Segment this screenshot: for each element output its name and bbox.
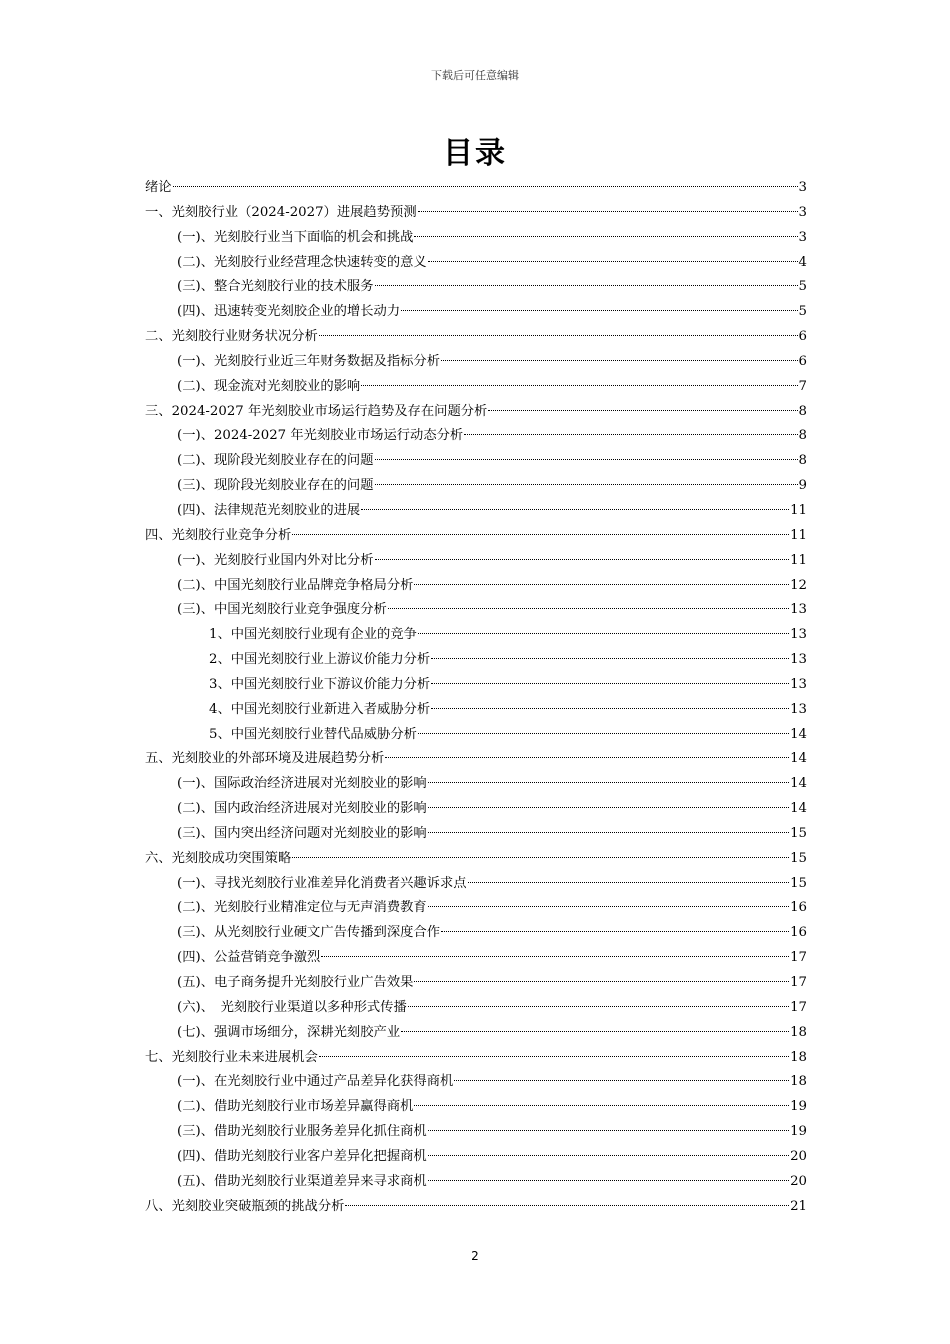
table-of-contents — [145, 176, 807, 1219]
toc-dot-leader — [375, 558, 790, 560]
toc-dot-leader — [414, 1104, 789, 1106]
toc-entry[interactable] — [145, 996, 807, 1021]
toc-entry-page: 15 — [790, 875, 807, 891]
toc-entry-text: (一)、2024-2027 年光刻胶业市场运行动态分析 — [177, 428, 464, 444]
toc-entry[interactable] — [145, 474, 807, 499]
toc-dot-leader — [431, 682, 789, 684]
toc-dot-leader — [375, 483, 798, 485]
toc-entry-text: (三)、借助光刻胶行业服务差异化抓住商机 — [177, 1124, 427, 1140]
toc-entry-page: 14 — [790, 776, 807, 792]
toc-entry-text: (三)、中国光刻胶行业竞争强度分析 — [177, 602, 387, 618]
toc-dot-leader — [418, 632, 789, 634]
toc-entry-text: (一)、光刻胶行业当下面临的机会和挑战 — [177, 229, 414, 245]
toc-entry-text: 五、光刻胶业的外部环境及进展趋势分析 — [145, 751, 385, 767]
toc-entry-text: 5、中国光刻胶行业替代品威胁分析 — [209, 726, 417, 742]
toc-entry-text: (六)、 光刻胶行业渠道以多种形式传播 — [177, 999, 407, 1015]
toc-dot-leader — [454, 1079, 789, 1081]
toc-entry-page: 20 — [790, 1148, 807, 1164]
toc-entry-page: 17 — [790, 950, 807, 966]
toc-entry-text: (二)、借助光刻胶行业市场差异赢得商机 — [177, 1099, 414, 1115]
toc-entry[interactable] — [145, 772, 807, 797]
toc-entry-text: (三)、整合光刻胶行业的技术服务 — [177, 279, 374, 295]
toc-entry-text: (一)、光刻胶行业近三年财务数据及指标分析 — [177, 353, 441, 369]
toc-dot-leader — [414, 980, 789, 982]
toc-entry-text: (七)、强调市场细分，深耕光刻胶产业 — [177, 1024, 401, 1040]
toc-dot-leader — [401, 1030, 789, 1032]
toc-entry[interactable] — [145, 549, 807, 574]
toc-entry-page: 18 — [790, 1074, 807, 1090]
toc-entry-page: 4 — [798, 254, 807, 270]
toc-entry-text: (四)、公益营销竞争激烈 — [177, 950, 321, 966]
toc-entry-page: 16 — [790, 900, 807, 916]
toc-dot-leader — [428, 781, 789, 783]
toc-entry-page: 17 — [790, 975, 807, 990]
toc-entry-text: (二)、光刻胶行业精准定位与无声消费教育 — [177, 900, 427, 916]
toc-entry[interactable] — [145, 946, 807, 971]
toc-entry[interactable] — [145, 176, 807, 201]
toc-entry-text: (一)、国际政治经济进展对光刻胶业的影响 — [177, 776, 427, 792]
toc-dot-leader — [468, 881, 789, 883]
toc-entry-page: 15 — [790, 850, 807, 866]
toc-entry-text: 四、光刻胶行业竞争分析 — [145, 527, 292, 543]
toc-entry[interactable] — [145, 300, 807, 325]
toc-entry[interactable] — [145, 847, 807, 872]
toc-entry-page: 20 — [790, 1173, 807, 1189]
toc-entry[interactable] — [145, 1145, 807, 1170]
toc-dot-leader — [292, 856, 789, 858]
toc-dot-leader — [385, 756, 789, 758]
toc-entry[interactable] — [145, 499, 807, 524]
toc-dot-leader — [428, 1179, 789, 1181]
toc-entry[interactable] — [145, 698, 807, 723]
toc-dot-leader — [464, 433, 797, 435]
toc-entry[interactable] — [145, 623, 807, 648]
toc-entry[interactable] — [145, 1120, 807, 1145]
toc-entry-text: 六、光刻胶成功突围策略 — [145, 850, 292, 866]
toc-entry-page: 9 — [798, 478, 807, 494]
toc-entry-page: 13 — [790, 676, 807, 692]
toc-entry-text: 八、光刻胶业突破瓶颈的挑战分析 — [145, 1198, 345, 1214]
toc-entry-text: (二)、国内政治经济进展对光刻胶业的影响 — [177, 801, 427, 817]
toc-dot-leader — [321, 955, 789, 957]
toc-entry-page: 15 — [790, 825, 807, 841]
toc-entry-text: 一、光刻胶行业（2024-2027）进展趋势预测 — [145, 204, 417, 220]
toc-title: 目录 — [443, 136, 507, 171]
toc-entry[interactable] — [145, 747, 807, 772]
toc-entry-text: 4、中国光刻胶行业新进入者威胁分析 — [209, 701, 431, 717]
toc-entry[interactable] — [145, 822, 807, 847]
toc-dot-leader — [418, 732, 789, 734]
toc-entry[interactable] — [145, 872, 807, 897]
toc-entry[interactable] — [145, 325, 807, 350]
toc-dot-leader — [408, 1005, 789, 1007]
toc-entry-page: 13 — [790, 652, 807, 668]
toc-entry-text: (三)、现阶段光刻胶业存在的问题 — [177, 478, 374, 494]
toc-entry[interactable] — [145, 350, 807, 375]
toc-dot-leader — [319, 1055, 789, 1057]
toc-entry[interactable] — [145, 251, 807, 276]
toc-entry-text: (三)、从光刻胶行业硬文广告传播到深度合作 — [177, 925, 441, 941]
toc-dot-leader — [388, 607, 789, 609]
toc-entry-page: 11 — [790, 527, 807, 543]
toc-entry-text: (一)、光刻胶行业国内外对比分析 — [177, 552, 374, 568]
toc-entry-page: 11 — [790, 552, 807, 568]
toc-dot-leader — [361, 384, 797, 386]
toc-entry[interactable] — [145, 723, 807, 748]
toc-entry-page: 18 — [790, 1049, 807, 1065]
toc-entry-page: 13 — [790, 602, 807, 618]
toc-entry-text: 3、中国光刻胶行业下游议价能力分析 — [209, 676, 431, 692]
toc-entry-page: 6 — [798, 353, 807, 369]
toc-entry-page: 5 — [798, 304, 807, 320]
toc-entry-page: 14 — [790, 726, 807, 742]
toc-entry-page: 11 — [790, 502, 807, 518]
toc-entry-text: (二)、中国光刻胶行业品牌竞争格局分析 — [177, 577, 414, 593]
toc-entry[interactable] — [145, 1046, 807, 1071]
toc-dot-leader — [292, 533, 789, 535]
toc-entry[interactable] — [145, 275, 807, 300]
toc-entry[interactable] — [145, 797, 807, 822]
toc-entry-text: (二)、现金流对光刻胶业的影响 — [177, 378, 361, 394]
toc-entry-text: (五)、借助光刻胶行业渠道差异来寻求商机 — [177, 1173, 427, 1189]
toc-entry[interactable] — [145, 896, 807, 921]
toc-dot-leader — [428, 905, 789, 907]
toc-entry[interactable] — [145, 1070, 807, 1095]
toc-entry-text: (二)、光刻胶行业经营理念快速转变的意义 — [177, 254, 427, 270]
toc-entry-page: 13 — [790, 627, 807, 643]
toc-entry[interactable] — [145, 424, 807, 449]
toc-entry-text: (一)、寻找光刻胶行业准差异化消费者兴趣诉求点 — [177, 875, 467, 891]
toc-entry-text: (四)、法律规范光刻胶业的进展 — [177, 502, 361, 518]
toc-entry-page: 12 — [790, 577, 807, 593]
toc-entry-text: (一)、在光刻胶行业中通过产品差异化获得商机 — [177, 1074, 454, 1090]
toc-dot-leader — [428, 260, 798, 262]
toc-entry[interactable] — [145, 921, 807, 946]
toc-entry-text: 1、中国光刻胶行业现有企业的竞争 — [209, 627, 417, 643]
toc-entry-page: 16 — [790, 925, 807, 941]
toc-entry[interactable] — [145, 524, 807, 549]
toc-entry[interactable] — [145, 449, 807, 474]
toc-entry-text: 三、2024-2027 年光刻胶业市场运行趋势及存在问题分析 — [145, 403, 488, 419]
toc-entry-page: 7 — [798, 378, 807, 394]
toc-dot-leader — [173, 185, 798, 187]
toc-entry-page: 3 — [798, 204, 807, 220]
toc-entry-text: 2、中国光刻胶行业上游议价能力分析 — [209, 652, 431, 668]
toc-dot-leader — [345, 1204, 789, 1206]
toc-entry[interactable] — [145, 226, 807, 251]
toc-entry[interactable] — [145, 673, 807, 698]
toc-entry[interactable] — [145, 598, 807, 623]
toc-entry-text: (五)、电子商务提升光刻胶行业广告效果 — [177, 975, 414, 990]
toc-entry-page: 18 — [790, 1024, 807, 1040]
page-number: 2 — [471, 1249, 479, 1263]
toc-dot-leader — [431, 657, 789, 659]
toc-entry-text: 二、光刻胶行业财务状况分析 — [145, 329, 318, 345]
toc-entry-page: 8 — [798, 403, 807, 419]
toc-dot-leader — [414, 583, 789, 585]
toc-dot-leader — [441, 930, 789, 932]
toc-entry-page: 19 — [790, 1099, 807, 1115]
toc-dot-leader — [401, 309, 797, 311]
toc-entry-page: 19 — [790, 1124, 807, 1140]
toc-entry[interactable] — [145, 375, 807, 400]
toc-dot-leader — [375, 284, 798, 286]
toc-entry-page: 14 — [790, 751, 807, 767]
toc-entry-page: 17 — [790, 999, 807, 1015]
toc-dot-leader — [428, 831, 789, 833]
toc-dot-leader — [488, 409, 797, 411]
toc-entry[interactable] — [145, 971, 807, 996]
toc-dot-leader — [428, 1129, 789, 1131]
toc-entry[interactable] — [145, 1021, 807, 1046]
toc-entry-text: (三)、国内突出经济问题对光刻胶业的影响 — [177, 825, 427, 841]
toc-entry[interactable] — [145, 574, 807, 599]
page-header-note: 下载后可任意编辑 — [431, 69, 519, 82]
toc-entry-page: 21 — [790, 1198, 807, 1214]
toc-entry-page: 6 — [798, 329, 807, 345]
toc-entry[interactable] — [145, 1095, 807, 1120]
toc-entry[interactable] — [145, 201, 807, 226]
toc-entry-page: 14 — [790, 801, 807, 817]
toc-entry-text: (二)、现阶段光刻胶业存在的问题 — [177, 453, 374, 469]
toc-entry-page: 8 — [798, 453, 807, 469]
toc-dot-leader — [431, 707, 789, 709]
toc-entry-text: 绪论 — [145, 180, 172, 195]
toc-entry-text: (四)、借助光刻胶行业客户差异化把握商机 — [177, 1148, 427, 1164]
toc-entry[interactable] — [145, 400, 807, 425]
toc-entry-page: 3 — [798, 180, 807, 195]
toc-entry-page: 8 — [798, 428, 807, 444]
toc-entry-page: 13 — [790, 701, 807, 717]
toc-dot-leader — [441, 359, 798, 361]
toc-dot-leader — [361, 508, 789, 510]
toc-dot-leader — [319, 334, 798, 336]
toc-entry[interactable] — [145, 648, 807, 673]
toc-entry[interactable] — [145, 1170, 807, 1195]
toc-dot-leader — [375, 458, 798, 460]
toc-entry-page: 3 — [798, 229, 807, 245]
toc-entry-text: (四)、迅速转变光刻胶企业的增长动力 — [177, 304, 401, 320]
toc-entry[interactable] — [145, 1195, 807, 1220]
toc-dot-leader — [428, 1154, 789, 1156]
toc-dot-leader — [418, 210, 798, 212]
toc-entry-page: 5 — [798, 279, 807, 295]
toc-dot-leader — [428, 806, 789, 808]
toc-entry-text: 七、光刻胶行业未来进展机会 — [145, 1049, 318, 1065]
toc-dot-leader — [414, 235, 797, 237]
